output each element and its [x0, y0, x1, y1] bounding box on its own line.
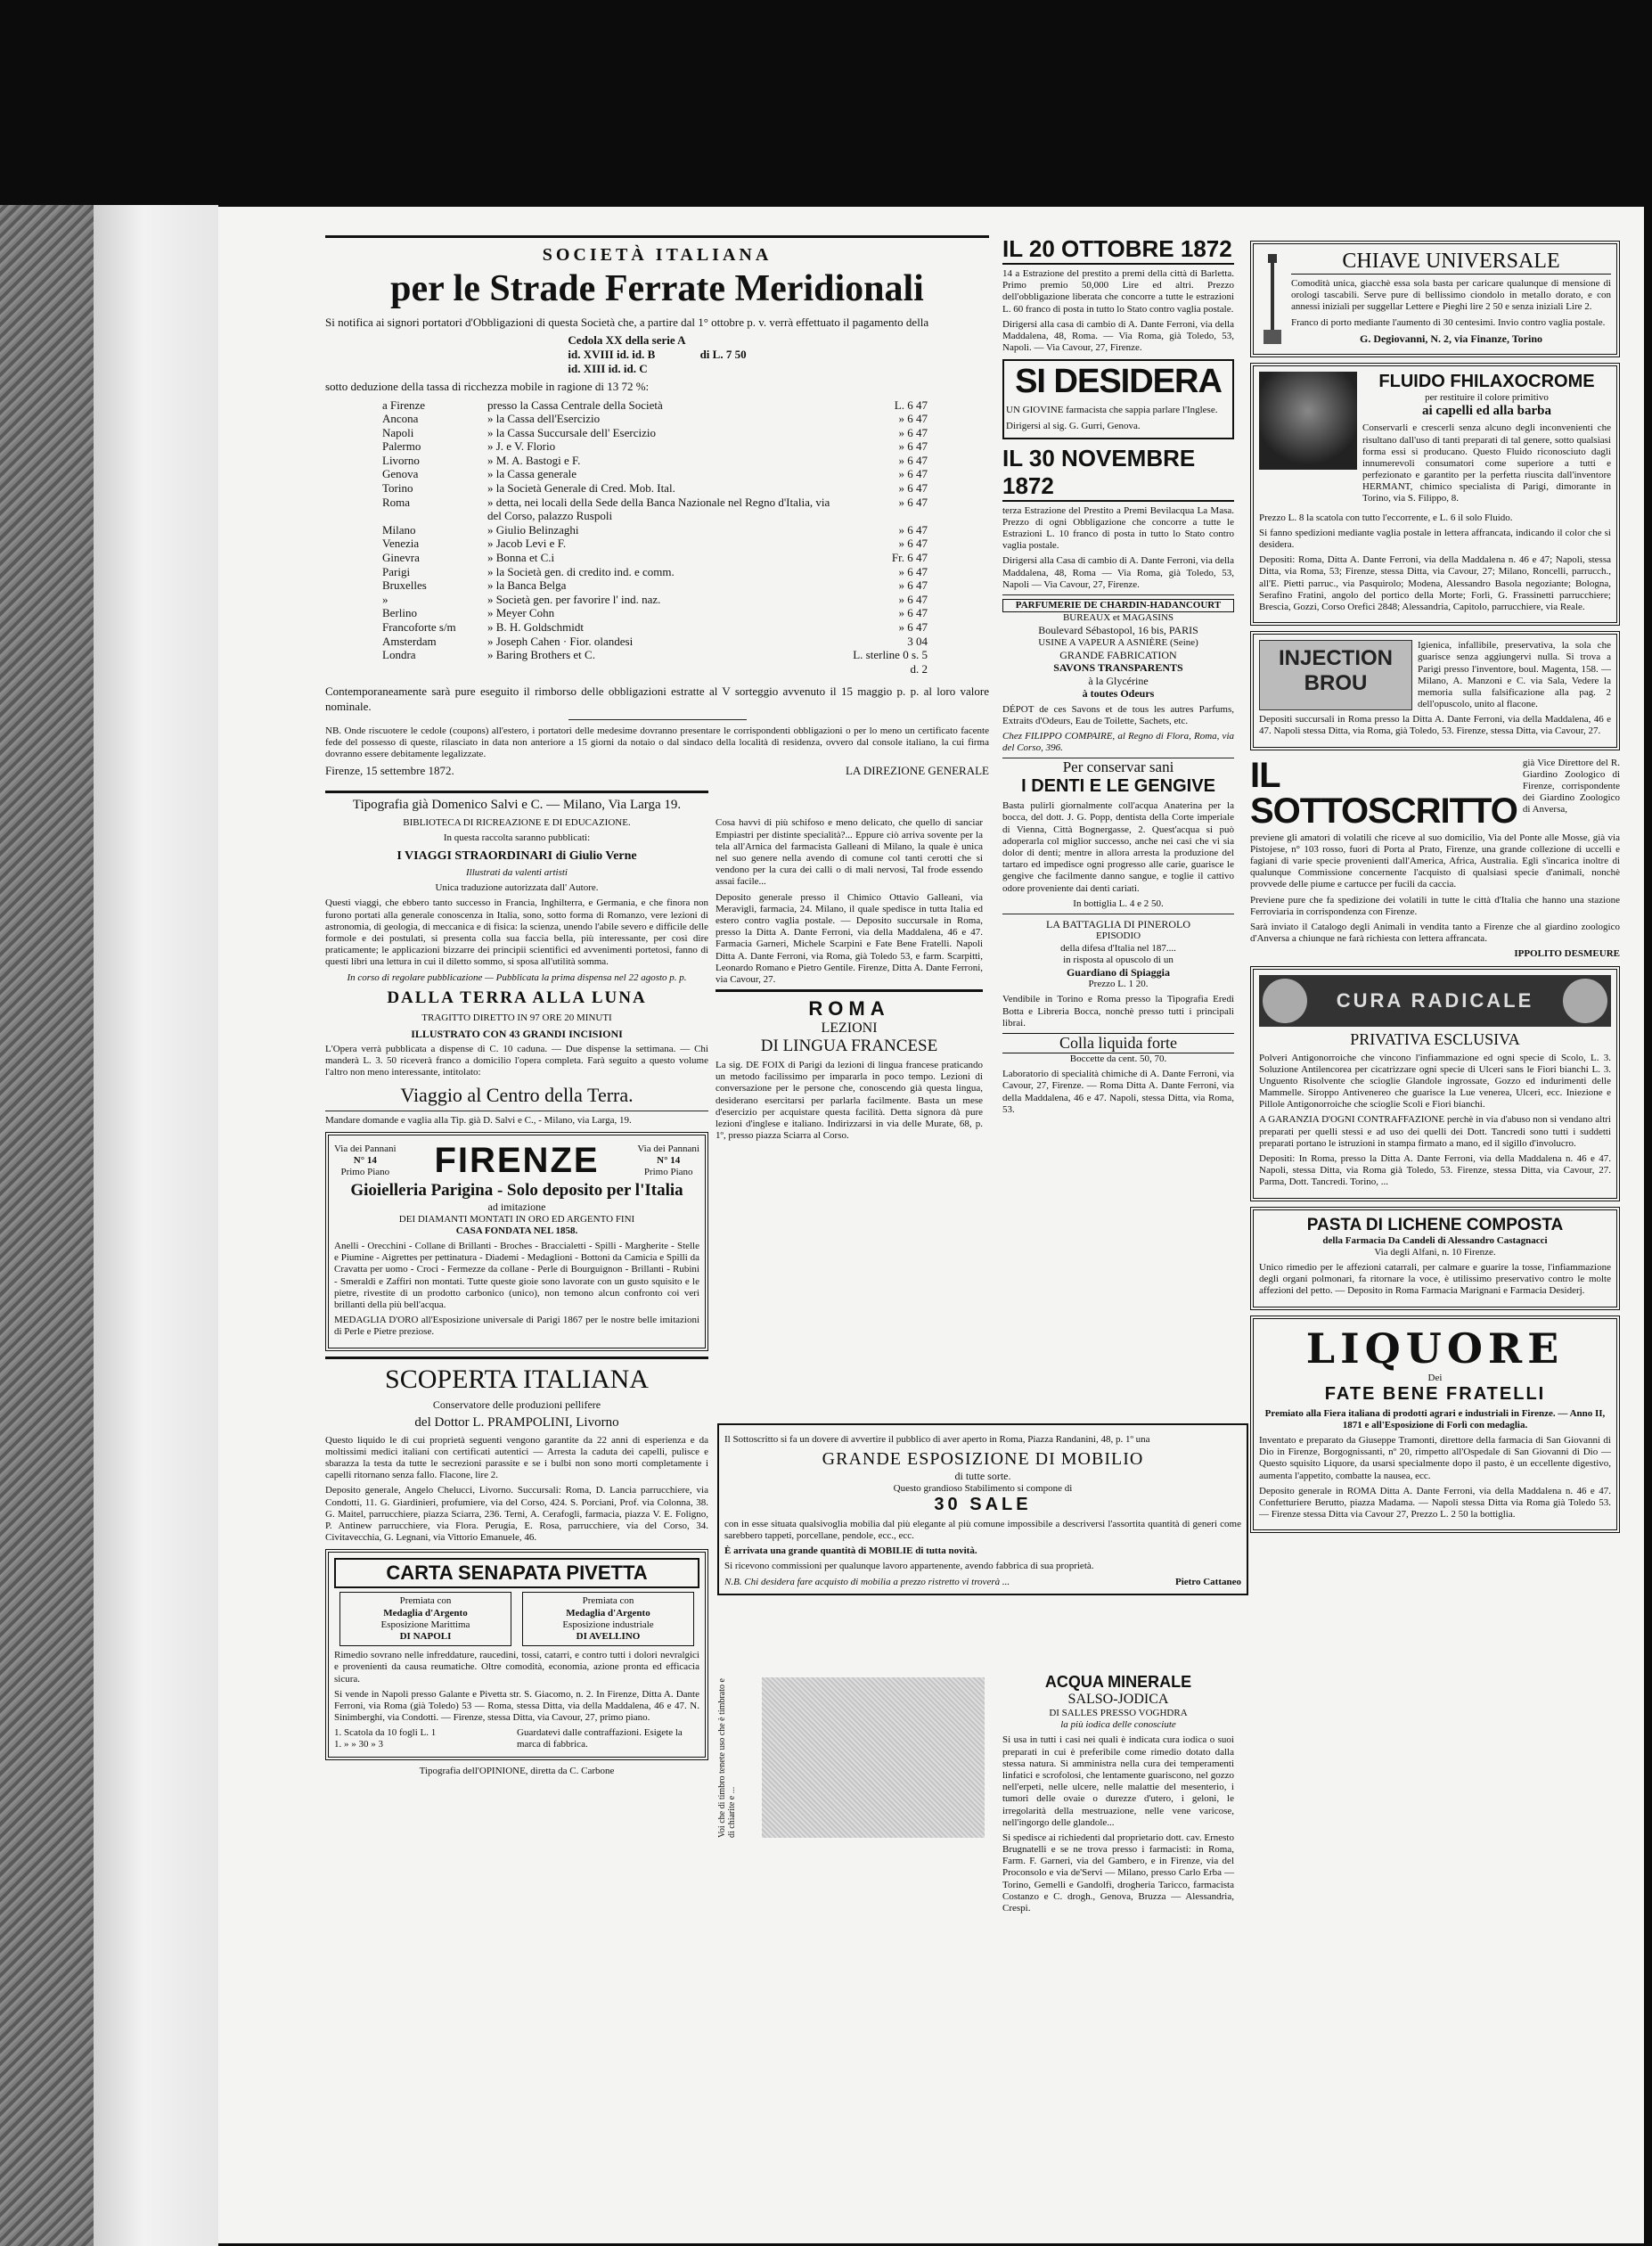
payment-agent: » Giulio Belinzaghi — [487, 522, 579, 537]
chiave-title: CHIAVE UNIVERSALE — [1291, 250, 1611, 275]
cedola-line: id. XIII id. id. C — [568, 362, 648, 376]
napoli-label: DI NAPOLI — [399, 1630, 452, 1642]
firenze-address-right: Via dei Pannani — [637, 1143, 699, 1155]
payment-amount: » 6 47 — [898, 412, 928, 426]
firenze-ad: Via dei Pannani N° 14 Primo Piano FIRENZE Via dei Pannani N° 14 Primo Piano Gioielleria Parigina - Solo deposito per l'Italia ad imitazione DEI DIAMANTI MONTATI IN ORO ED ARGENTO FINI CASA FONDATA NEL 1858. Anelli - Orecchini - Collane di Brillanti - Broches - Braccialetti - Spilli - Margherite - Stelle e Piumine - Aigrettes per pettinatura - Diademi - Medaglioni - Bottoni da Camicia e Spilli da Cravatta per uomo - Croci - Fermezze da collane - Perle di Bourguignon - Brillanti - Rubini - Smeraldi e Zaffiri non montati. Tutte queste gioie sono lavorate con un gusto squisito e le pietre, rivestite di un prodotto carbonico (unico), non temono alcun confronto coi veri brillanti della più bell'acqua. MEDAGLIA D'ORO all'Esposizione universale di Parigi 1867 per le nostre belle imitazioni di Perle e Pietre preziose. — [325, 1132, 708, 1350]
cosa-text: Cosa havvi di più schifoso e meno delicato, che quello di sanciar Empiastri per distinte specialità?... Eppure ciò arriva sovente per la tela all'Arnica del farmacista Galleani di Milano, la quale è unica nel suo genere nella avendo di comune col tanti cerotti che si vendono per la cura dei calli o di mali nervosi, Tal frode essendo assai facile... — [716, 817, 983, 888]
payment-amount: » 6 47 — [898, 481, 928, 496]
payment-amount: » 6 47 — [898, 522, 928, 537]
carta-text: Rimedio sovrano nelle infreddature, raucedini, tossi, catarri, e contro tutti i dolori nevralgici e provenienti da causa reumatiche. Oltre comodità, economia, azione pronta ed efficacia sicura. — [334, 1650, 699, 1684]
scoperta-text: Questo liquido le di cui proprietà seguenti vengono garantite da 22 anni di esperienza e da moltissimi medici italiani con certificati autentici — Arresta la caduta dei capelli, pulisce e sbarazza la testa da tutte le secrezioni parassite e se i bulbi non sono morti completamente i capelli ritornano senza fallo. Flacone, lire 2. — [325, 1434, 708, 1481]
engraving-image — [762, 1677, 985, 1838]
mobilio-ad: Il Sottoscritto si fa un dovere di avvertire il pubblico di aver aperto in Roma, Piazza Randanini, 48, p. 1º una GRANDE ESPOSIZIONE DI MOBILIO di tutte sorte. Questo grandioso Stabilimento si compone di 30 SALE con in esse situata qualsivoglia mobilia dal più elegante al più comune impossibile a descriversi l'assortita quantità di generi come sarebbero tappeti, porcellane, pendole, ecc., ecc. È arrivata una grande quantità di MOBILIE di tutta novità. Si ricevono commissioni per qualunque lavoro appartenente, avendo fabbrica di sua proprietà. N.B. Chi desidera fare acquisto di mobilia a prezzo ristretto vi troverà ... Pietro Cattaneo — [717, 1423, 1248, 1595]
cedola-amount: di L. 7 50 — [699, 348, 747, 362]
payment-agent: presso la Cassa Centrale della Società — [487, 398, 663, 412]
payment-amount: 3 04 — [907, 634, 928, 648]
footer-tipografia: Tipografia dell'OPINIONE, diretta da C. Carbone — [419, 1765, 615, 1776]
payment-amount: L. 6 47 — [894, 398, 928, 412]
galleani-deposito: Deposito generale presso il Chimico Ottavio Galleani, via Meravigli, farmacia, 24. Milano, il quale spedisce in tutta Italia ed estero contro vaglia postale. — Deposito succursale in Roma, presso la Ditta A. Dante Ferroni, via della Maddalena, 46 e 47. Farmacia Garneri, Michele Scarpini e Fate Bene Fratelli. Napoli Ditta A. Dante Ferroni, via Roma, già Toledo 53, e farm. Scarpitti, Leonardo Romano e Pietro Gentile. Firenze, Ditta A. Dante Ferroni, via Cavour, 27. — [716, 891, 983, 985]
payment-city: Bruxelles — [382, 578, 427, 593]
tax-text: sotto deduzione della tassa di ricchezza mobile in ragione di 13 72 %: — [325, 380, 650, 394]
payment-amount: » 6 47 — [898, 606, 928, 620]
payment-city: Genova — [382, 467, 419, 481]
acqua-title: ACQUA MINERALE — [1044, 1673, 1192, 1691]
payment-row — [379, 537, 931, 551]
unica-line: Unica traduzione autorizzata dall' Autore. — [435, 882, 599, 894]
estrazione-text: 14 a Estrazione del prestito a premi della città di Barletta. Primo premio 50,000 Lire ed altri. Prezzo dell'obbligazione liberata che concorre a tutte le estrazioni L. 60 franco di posta in tutto lo Stato contro vaglia postale. — [1002, 268, 1234, 315]
payment-city: Ancona — [382, 412, 419, 426]
payment-row — [379, 635, 931, 649]
date-line: Firenze, 15 settembre 1872. — [325, 764, 454, 778]
gioie-text: Anelli - Orecchini - Collane di Brillanti - Broches - Braccialetti - Spilli - Margherite - Stelle e Piumine - Aigrettes per pettinatura - Diademi - Medaglioni - Bottoni da Camicia e Spilli da Cravatta per uomo - Croci - Fermezze da collane - Perle di Bourguignon - Brillanti - Rubini - Smeraldi e Zaffiri non montati. Tutte queste gioie sono lavorate con un gusto squisito e le pietre, rivestite di un prodotto carbonico (unico), non temono alcun confronto coi veri brillanti della più bell'acqua. — [334, 1241, 699, 1311]
conservar-title: Per conservar sani — [1062, 758, 1174, 776]
tipografia-line: Tipografia già Domenico Salvi e C. — Milano, Via Larga 19. — [352, 798, 682, 813]
denti-title: I DENTI E LE GENGIVE — [1021, 776, 1215, 797]
injection-title: INJECTION BROU — [1259, 640, 1412, 710]
centro-title: Viaggio al Centro della Terra. — [400, 1083, 634, 1106]
payment-agent: » Società gen. per favorire l' ind. naz. — [487, 592, 661, 606]
parfumerie-title: PARFUMERIE DE CHARDIN-HADANCOURT — [1002, 599, 1234, 612]
contemp-text: Contemporaneamente sarà pure eseguito il rimborso delle obbligazioni estratte al V sorteggio avvenuto il 15 maggio p. p. al loro valore nominale. — [325, 684, 989, 713]
payment-agent: » J. e V. Florio — [487, 439, 556, 454]
payment-agent: » la Società gen. di credito ind. e comm. — [487, 564, 675, 578]
payment-city: Livorno — [382, 453, 420, 467]
newspaper-page — [218, 207, 1644, 2243]
payment-amount: » 6 47 — [898, 620, 928, 634]
payment-row — [379, 593, 931, 607]
terra-luna-title: DALLA TERRA ALLA LUNA — [387, 988, 647, 1007]
firenze-address-left: Via dei Pannani — [334, 1143, 397, 1155]
scoperta-title: SCOPERTA ITALIANA — [385, 1364, 649, 1394]
firenze-title: FIRENZE — [434, 1141, 600, 1181]
payment-amount: » 6 47 — [898, 537, 928, 551]
biblioteca-line: BIBLIOTECA DI RICREAZIONE E DI EDUCAZIONE. — [403, 817, 631, 829]
sottoscritto-title: IL SOTTOSCRITTO — [1250, 755, 1517, 831]
headline: per le Strade Ferrate Meridionali — [390, 268, 924, 309]
payment-city: Napoli — [382, 425, 414, 439]
liquore-title: LIQUORE — [1305, 1324, 1565, 1373]
key-icon — [1259, 250, 1286, 348]
payment-row — [379, 439, 931, 454]
verne-text: Questi viaggi, che ebbero tanto successo in Francia, Inghilterra, e Germania, e che finora non furono portati alla generale conoscenza in Italia, sono, sotto forma di Romanzo, vere lezioni di astronomia, di geologia, di meccanica e di fisica: la scienza, unendo l'abile severo e difficile delle formole e dei postulati, si presenta colla sua faccia bella, più interessante, per così dire praticamente; le applicazioni bizzarre dei principii scientifici ed avvenimenti portetosi, fanno di questi libri una lettura in cui il diletto sommo, si sposa all'utilità somma. — [325, 898, 708, 968]
cedola-line: Cedola XX della serie A — [568, 333, 686, 348]
scatola-line: 1. » » 30 » 3 — [334, 1739, 383, 1750]
payment-row — [379, 648, 931, 676]
payment-row — [379, 454, 931, 468]
book-binding — [0, 205, 94, 2246]
payment-row — [379, 426, 931, 440]
payment-agent: » Jacob Levi e F. — [487, 537, 567, 551]
payment-row — [379, 620, 931, 635]
payment-agent: » la Cassa dell'Esercizio — [487, 412, 601, 426]
payment-row — [379, 496, 931, 523]
guardatevi-line: Guardatevi dalle contraffazioni. Esigete la marca di fabbrica. — [517, 1727, 683, 1750]
payment-agent: » detta, nei locali della Sede della Banca Nazionale nel Regno d'Italia, via del Corso, palazzo Ruspoli — [487, 495, 830, 523]
medaglia-text: MEDAGLIA D'ORO all'Esposizione universale di Parigi 1867 per le nostre belle imitazioni di Perle e Pietre preziose. — [334, 1315, 699, 1338]
payment-city: a Firenze — [382, 398, 426, 412]
payment-city: Roma — [382, 495, 411, 509]
payment-amount: » 6 47 — [898, 425, 928, 439]
carta-ad: CARTA SENAPATA PIVETTA Premiata con Medaglia d'Argento Esposizione Marittima DI NAPOLI Premiata con Medaglia d'Argento Esposizione industriale DI AVELLINO Rimedio sovrano nelle infreddature, raucedini, tossi, catarri, e contro tutti i dolori nevralgici e provenienti da causa reumatiche. Oltre comodità, economia, azione pronta ed efficacia sicura. Si vende in Napoli presso Galante e Pivetta str. S. Giacomo, n. 2. In Firenze, Ditta A. Dante Ferroni, via Roma (già Toledo) 53 — Roma, stessa Ditta, via della Maddalena, 46 e 47. N. Sinimberghi, via Condotti. — Firenze, stessa Ditta, via Cavour, 27, primo piano. 1. Scatola da 10 fogli L. 1 1. » » 30 » 3 Guardatevi dalle contraffazioni. Esigete la marca di fabbrica. — [325, 1549, 708, 1759]
payment-city: Berlino — [382, 606, 417, 620]
payment-amount: » 6 47 — [898, 578, 928, 593]
payment-amount: L. sterline 0 s. 5 d. 2 — [853, 648, 928, 676]
date-heading: IL 20 OTTOBRE 1872 — [1002, 235, 1234, 265]
privativa-title: PRIVATIVA ESCLUSIVA — [1350, 1029, 1520, 1048]
lingua-title: DI LINGUA FRANCESE — [760, 1037, 938, 1056]
payment-agent: » la Cassa Succursale dell' Esercizio — [487, 425, 656, 439]
payment-row — [379, 606, 931, 620]
payment-amount: » 6 47 — [898, 439, 928, 454]
payment-agent: » Bonna et C.i — [487, 551, 555, 565]
payment-agent: » Baring Brothers et C. — [487, 648, 595, 662]
carta-title: CARTA SENAPATA PIVETTA — [334, 1558, 699, 1588]
seal-icon — [1263, 979, 1307, 1023]
payment-city: Ginevra — [382, 551, 420, 565]
column-left — [325, 235, 989, 2205]
payment-agent: » la Cassa generale — [487, 467, 577, 481]
column-middle: IL 20 OTTOBRE 1872 14 a Estrazione del prestito a premi della città di Barletta. Primo premio 50,000 Lire ed altri. Prezzo dell'obbligazione liberata che concorre a tutte le estrazioni L. 60 franco di posta in tutto lo Stato contro vaglia postale. Dirigersi alla casa di cambio di A. Dante Ferroni, via della Maddalena, 48, Roma. — Via Roma, già Toledo, 53, Napoli. — Via Cavour, 27, Firenze. SI DESIDERA UN GIOVINE farmacista che sappia parlare l'Inglese. Dirigersi al sig. G. Gurri, Genova. IL 30 NOVEMBRE 1872 terza Estrazione del Prestito a Premi Bevilacqua La Masa. Prezzo di ogni Obbligazione che concorre a tutte le Estrazioni L. 10 franco di posta in tutto lo Stato contro vaglia postale. Dirigersi alla Casa di cambio di A. Dante Ferroni, via della Maddalena, 48, Roma — Via Roma, già Toledo, 53, Napoli — Via Cavour, 27, Firenze. PARFUMERIE DE CHARDIN-HADANCOURT BUREAUX et MAGASINS Boulevard Sébastopol, 16 bis, PARIS USINE A VAPEUR A ASNIÈRE (Seine) GRANDE FABRICATION SAVONS TRANSPARENTS à la Glycérine à toutes Odeurs DÉPOT de ces Savons et de tous les autres Parfums, Extraits d'Odeurs, Eau de Toilette, Sachets, etc. Chez FILIPPO COMPAIRE, al Regno di Flora, Roma, via del Corso, 396. Per conservar sani I DENTI E LE GENGIVE Basta pulirli giornalmente coll'acqua Anaterina per la bocca, del dott. J. G. Popp, dentista della Corte imperiale di Vienna, Città Bognergasse, 2. Quest'acqua si può adoperarla col miglior successo, anche nei casi che vi sia dolor di denti; mentre in allora arresta la produzione del tartaro ed impedisce ogni progresso alle carie, guarisce le gengive che facilmente danno sangue, e toglie il cattivo odore proveniente dai denti cariati. In bottiglia L. 4 e 2 50. LA BATTAGLIA DI PINEROLO EPISODIO della difesa d'Italia nel 187.... in risposta al opuscolo di un Guardiano di Spiaggia Prezzo L. 1 20. Vendibile in Torino e Roma presso la Tipografia Eredi Botta e Libreria Bocca, nonchè presso tutti i principali librai. Colla liquida forte Boccette da cent. 50, 70. Laboratorio di specialità chimiche di A. Dante Ferroni, via Cavour, 27, Firenze. — Roma Ditta A. Dante Ferroni, via della Maddalena, 46 e 47. Napoli, stessa Ditta, via Roma, 53. — [1002, 235, 1234, 1115]
payment-amount: » 6 47 — [898, 467, 928, 481]
dirigersi-text: Dirigersi alla casa di cambio di A. Dante Ferroni, via della Maddalena, 48, Roma. — Via Roma, già Toledo, 53, Napoli. — Via Cavour, 27, Firenze. — [1002, 318, 1234, 354]
pasta-title: PASTA DI LICHENE COMPOSTA — [1306, 1215, 1564, 1234]
payment-row — [379, 523, 931, 537]
direction-line: LA DIREZIONE GENERALE — [845, 764, 989, 778]
payment-city: Torino — [382, 481, 413, 496]
vertical-block: Voi che di timbro tenete uso che è timbrato e di chiarite e ... — [717, 1677, 994, 1847]
payment-row — [379, 551, 931, 565]
dirigersi-text-2: Dirigersi alla Casa di cambio di A. Dante Ferroni, via della Maddalena, 48, Roma — Via Roma, già Toledo, 53, Napoli — Via Cavour, 27, Firenze. — [1002, 555, 1234, 590]
fondata-line: CASA FONDATA NEL 1858. — [455, 1225, 578, 1236]
payment-row — [379, 412, 931, 426]
conservatore-line: Conservatore delle produzioni pellifere — [432, 1398, 601, 1411]
roma-title: ROMA — [808, 997, 890, 1021]
colla-title: Colla liquida forte — [1002, 1033, 1234, 1053]
portrait-image — [1259, 372, 1357, 470]
fluido-title: FLUIDO FHILAXOCROME — [1378, 372, 1595, 392]
opera-text: L'Opera verrà pubblicata a dispense di C. 10 caduna. — Due dispense la settimana. — Chi manderà L. 3. 50 riceverà franco a domicilio l'opera completa. Farà seguito a questo volume l'altro non meno interessante, intitolato: — [325, 1044, 708, 1078]
illustrati-line: Illustrati da valenti artisti — [466, 867, 568, 879]
mobilio-title: GRANDE ESPOSIZIONE DI MOBILIO — [822, 1449, 1144, 1470]
page-stack-edge — [94, 205, 218, 2246]
illustrato-line: ILLUSTRATO CON 43 GRANDI INCISIONI — [411, 1027, 623, 1040]
payment-agent: » la Banca Belga — [487, 578, 567, 593]
giovine-text: UN GIOVINE farmacista che sappia parlare l'Inglese. — [1006, 405, 1218, 416]
tragitto-line: TRAGITTO DIRETTO IN 97 ORE 20 MINUTI — [421, 1012, 612, 1023]
payment-agent: » la Società Generale di Cred. Mob. Ital. — [487, 481, 675, 496]
pubblicati-line: In questa raccolta saranno pubblicati: — [443, 832, 591, 844]
payment-row — [379, 467, 931, 481]
payment-agent: » M. A. Bastogi e F. — [487, 453, 581, 467]
acqua-ad: ACQUA MINERALE SALSO-JODICA DI SALLES PRESSO VOGHDRA la più iodica delle conosciute Si usa in tutti i casi nei quali è indicata cura iodica o suoi preparati in cui è preferibile come rimedio dotato dalla stessa natura. Si amministra nella cura dei temperamenti linfatici e scrofolosi, che lentamente guariscono, nel gozzo nell'erpeti, nelle ulcere, nelle malattie del mesenterio, i tumori delle ovaie o durezze d'utero, i geloni, le irregolarità della mestruazione, nelle vene varicose, nell'ingorgo delle glandole... Si spedisce ai richiedenti dal proprietario dott. cav. Ernesto Brugnatelli e se ne trova presso i farmacisti: in Roma, Farm. F. Garneri, via del Gambero, e in Firenze, via del Proconsolo e via de'Servi — Milano, presso Carlo Erba — Torino, Gemelli e Gandolfi, drogheria Taricco, farmacista Costanzo e C. drogh., Genova, Bruzza — Alessandria, Crespi. — [1002, 1673, 1234, 1914]
payment-amount: » 6 47 — [898, 453, 928, 467]
viaggi-title: I VIAGGI STRAORDINARI di Giulio Verne — [397, 848, 637, 863]
date-heading-2: IL 30 NOVEMBRE 1872 — [1002, 445, 1234, 502]
carta-dep: Si vende in Napoli presso Galante e Pivetta str. S. Giacomo, n. 2. In Firenze, Ditta A. Dante Ferroni, via Roma (già Toledo) 53 — Roma, stessa Ditta, via della Maddalena, 46 e 47. N. Sinimberghi, via Condotti. — Firenze, stessa Ditta, via Cavour, 27, primo piano. — [334, 1688, 699, 1724]
payment-city: » — [382, 592, 388, 606]
payment-row — [379, 398, 931, 413]
payment-agent: » B. H. Goldschmidt — [487, 620, 584, 634]
battaglia-title: LA BATTAGLIA DI PINEROLO — [1045, 917, 1191, 930]
payment-amount: Fr. 6 47 — [891, 551, 928, 565]
imitazione-line: ad imitazione — [487, 1201, 546, 1214]
column-mid-left — [716, 791, 983, 1780]
gioielleria-line: Gioielleria Parigina - Solo deposito per l'Italia — [350, 1181, 683, 1201]
payment-city: Francoforte s/m — [382, 620, 456, 634]
payment-city: Parigi — [382, 564, 411, 578]
payment-city: Palermo — [382, 439, 421, 454]
notice-text: Si notifica ai signori portatori d'Obbligazioni di questa Società che, a partire dal 1° ottobre p. v. verrà effettuato il pagamento della — [325, 316, 929, 329]
payment-amount: » 6 47 — [898, 495, 928, 509]
payment-city: Milano — [382, 522, 416, 537]
lezioni-text: La sig. DE FOIX di Parigi da lezioni di lingua francese praticando un metodo facilissimo per impararla in poco tempo. Lezioni di conversazione per le persone che, conoscendo già questa lingua, desiderano esercitarsi per parlarla facilmente. Basta un mese d'esercizio per acquistare questa facilità. Detta signora dà pure lezioni d'inglese e italiano. Indirizzarsi in via delle Murate, 68, p. 1º, presso piazza Sciarra al Corso. — [716, 1060, 983, 1142]
payment-city: Amsterdam — [382, 634, 437, 648]
cedola-block — [325, 333, 989, 376]
payment-city: Venezia — [382, 537, 420, 551]
savons-title: SAVONS TRANSPARENTS — [1053, 661, 1183, 675]
nb-text: NB. Onde riscuotere le cedole (coupons) all'estero, i portatori delle medesime dovranno presentare le corrispondenti obbligazioni o per lo meno un certificato facente fede del possesso di queste, rilasciato in data non anteriore a 15 giorni da notaio o dal sindaco della località di residenza, ovvero dal console italiano, la cui firma dovranno essere debitamente legalizzate. — [325, 725, 989, 760]
scatola-line: 1. Scatola da 10 fogli L. 1 — [334, 1727, 437, 1739]
deposito-text: Deposito generale, Angelo Chelucci, Livorno. Succursali: Roma, D. Lancia parrucchiere, via Condotti, 11. G. Giardinieri, profumiere, via del Corso, 424. S. Porciani, Prof. via Colonna, 38. G. Maitel, parrucchiere, piazza Sciarra, 236. Terni, A. Cerafogli, farmacia, piazza V. E. Foligno, P. Antinew parrucchiere, via Flora. Perugia, E. Rosa, parrucchiere, via del Corso, 34. Civitavecchia, G. Legnani, via Vittorio Emanuele, 46. — [325, 1485, 708, 1544]
payment-agent: » Meyer Cohn — [487, 606, 555, 620]
payment-agent: » Joseph Cahen · Fior. olandesi — [487, 634, 634, 648]
in-corso-line: In corso di regolare pubblicazione — Pubblicata la prima dispensa nel 22 agosto p. p. — [347, 971, 687, 983]
si-desidera-title: SI DESIDERA — [1015, 363, 1222, 401]
seal-icon — [1563, 979, 1607, 1023]
payment-city: Londra — [382, 648, 416, 662]
payment-amount: » 6 47 — [898, 564, 928, 578]
avellino-label: DI AVELLINO — [576, 1630, 641, 1642]
denti-text: Basta pulirli giornalmente coll'acqua Anaterina per la bocca, del dott. J. G. Popp, dentista della Corte imperiale di Vienna, Città Bognergasse, 2. Quest'acqua si può adoperarla col miglior successo, anche nei casi che vi sia dolor di denti; mentre in allora arresta la produzione del tartaro ed impedisce ogni progresso alle carie, guarisce le gengive che facilmente danno sangue, e toglie il cattivo odore proveniente dai denti cariati. — [1002, 800, 1234, 894]
payment-row — [379, 565, 931, 579]
dottor-line: del Dottor L. PRAMPOLINI, Livorno — [414, 1414, 619, 1430]
payment-amount: » 6 47 — [898, 592, 928, 606]
column-right: CHIAVE UNIVERSALE Comodità unica, giacchè essa sola basta per caricare qualunque di mensione di orologi tascabili. Serve pure di bellissimo ciondolo in metallo dorato, e con annessi iniziali per suggellar Lettere e Pieghi lire 2 50 e senza iniziali Lire 2. Franco di porto mediante l'aumento di 30 centesimi. Invio contro vaglia postale. G. Degiovanni, N. 2, via Finanze, Torino FLUIDO FHILAXOCROME per restituire il colore primitivo ai capelli ed alla barba Conservarli e crescerli senza alcuno degli inconvenienti che risultano dall'uso di tanti preparati di tal genere, sotto qualsiasi forma essi si producano. Questo Fluido riconosciuto dagli innumerevoli consumatori come superiore a tutti e perfezionato e garantito per la perfetta riuscita dall'inventore HERMANT, chimico specialista di Parigi, dimorante in Torino, via S. Filippo, 8. Prezzo L. 8 la scatola con tutto l'eccorrente, e L. 6 il solo Fluido. Si fanno spedizioni mediante vaglia postale in lettera affrancata, indicando il color che si desidera. Depositi: Roma, Ditta A. Dante Ferroni, via della Maddalena n. 46 e 47; Napoli, stessa Ditta, via Roma, 53; Firenze, stessa Ditta, via Cavour, 27; Milano, Roncelli, parrucch., all'E. Pietti parruc., via Pasquirolo; Modena, Alessandro Basola negoziante; Bologna, Serafino Fratini, angolo del portico della Morte; Forlì, G. Frassinetti parrucchiere; Brescia, Gozzi, Corso Orefici 2848; Alessandria, Capitolo, parrucchiere, via Reale. INJECTION BROU Igienica, infallibile, preservativa, la sola che guarisce senza aggiungervi nulla. Si trova a Parigi presso l'inventore, boul. Magenta, 158. — Milano, A. Manzoni e C. via Sala, Vedere la memoria sulla falsificazione alla pag. 2 dell'opuscolo, unito al flacone. Depositi succursali in Roma presso la Ditta A. Dante Ferroni, via della Maddalena, 46 e 47. Napoli stessa Ditta, via Roma, già Toledo, 53. Firenze, stessa Ditta, via Cavour, 27. IL SOTTOSCRITTO già Vice Direttore del R. Giardino Zoologico di Firenze, corrispondente dei Giardino Zoologico di Anversa, previene gli amatori di volatili che riceve al suo domicilio, Via del Ponte alle Mosse, già via Pistojese, n° 103 rosso, fuori di Porta al Prato, Firenze, una grande collezione di uccelli e fagiani di varie specie provenienti dall'America, Africa, Australia. Egli s'incarica inoltre di qualunque Commissione concernente l'acquisto di qualsiasi specie d'animali, nonchè provvede delle piume e cartucce per fucili da caccia. Previene pure che fa spedizione dei volatili in tutte le città d'Italia che hanno una stazione Ferroviaria in corrispondenza con Firenze. Sarà inviato il Catalogo degli Animali in vendita tanto a Firenze che al giardino zoologico d'Anversa a chiunque ne farà richiesta con lettera affrancata. IPPOLITO DESMEURE CURA RADICALE PRIVATIVA ESCLUSIVA Polveri Antigonorroiche che vincono l'infiammazione ed ogni specie di Scolo, L. 3. Soluzione Antilencorea per cicatrizzare ogni specie di Ulceri sans le Fiori bianchi L. 3. Unguento Risolvente che scioglie Glandole ingrossate, Gozzo ed indurimenti delle Mammelle. Siroppo Antivenereo che guarisce la Lue venerea, Ulceri, ecc. Iniezione e Pillole Antigonorroiche che scioglie Scoli e Fiori bianchi. A GARANZIA D'OGNI CONTRAFFAZIONE perchè in via d'abuso non si vendano altri preparati per quelli stessi e ad uso dei quelli dei Dott. Tancredi sono tutti i suddetti preparati portano le istruzioni in stampa firmato a mano, ed il sigillo d'involucro. Depositi: In Roma, presso la Ditta A. Dante Ferroni, via della Maddalena n. 46 e 47. Napoli, stessa Ditta, via Roma già Toledo, 53. Firenze, stessa Ditta, via Cavour, 27. Parma, Dott. Tancredi. Torino, ... PASTA DI LICHENE COMPOSTA della Farmacia Da Candeli di Alessandro Castagnacci Via degli Alfani, n. 10 Firenze. Unico rimedio per le affezioni catarrali, per calmare e guarire la tosse, l'infiammazione degli organi polmonari, fa ritornare la voce, è utilissimo preservativo contro le molte affezioni del petto. — Deposito in Roma Farmacia Marignani e Farmacia Desiderj. LIQUORE Dei FATE BENE FRATELLI Premiato alla Fiera italiana di prodotti agrari e industriali in Firenze. — Anno II, 1871 e all'Esposizione di Forlì con medaglia. Inventato e preparato da Giuseppe Tramonti, direttore della farmacia di San Giovanni di Dio in Firenze, Borgognissanti, nº 20, rimpetto all'Ospedale di San Giovanni di Dio — Questo squisito Liquore, da usarsi specialmente dopo il pasto, è un eccellente digestivo, aumenta l'appetito, combatte la nausea, ecc. Deposito generale in ROMA Ditta A. Dante Ferroni, via della Maddalena n. 46 e 47. Confetturiere Berutto, piazza Madama. — Napoli stessa Ditta via Roma già Toledo 53. — Firenze stessa Ditta via Cavour 27, Prezzo L. 2 50 la bottiglia. — [1250, 235, 1620, 2205]
diamanti-line: DEI DIAMANTI MONTATI IN ORO ED ARGENTO FINI — [398, 1213, 635, 1225]
estrazione-text-2: terza Estrazione del Prestito a Premi Bevilacqua La Masa. Prezzo di ogni Obbligazione che concorre a tutte le Estrazioni L. 10 franco di posta in tutto lo Stato contro vaglia postale. — [1002, 504, 1234, 552]
cura-title: CURA RADICALE — [1336, 988, 1534, 1012]
payment-row — [379, 481, 931, 496]
lezioni-title: LEZIONI — [821, 1021, 878, 1037]
payments-table — [379, 398, 931, 676]
society-title: SOCIETÀ ITALIANA — [542, 245, 773, 265]
mandare-line: Mandare domande e vaglia alla Tip. già D. Salvi e C., - Milano, via Larga, 19. — [325, 1115, 632, 1127]
cedola-line: id. XVIII id. id. B — [568, 348, 656, 362]
gurri-text: Dirigersi al sig. G. Gurri, Genova. — [1006, 420, 1141, 431]
payment-row — [379, 578, 931, 593]
